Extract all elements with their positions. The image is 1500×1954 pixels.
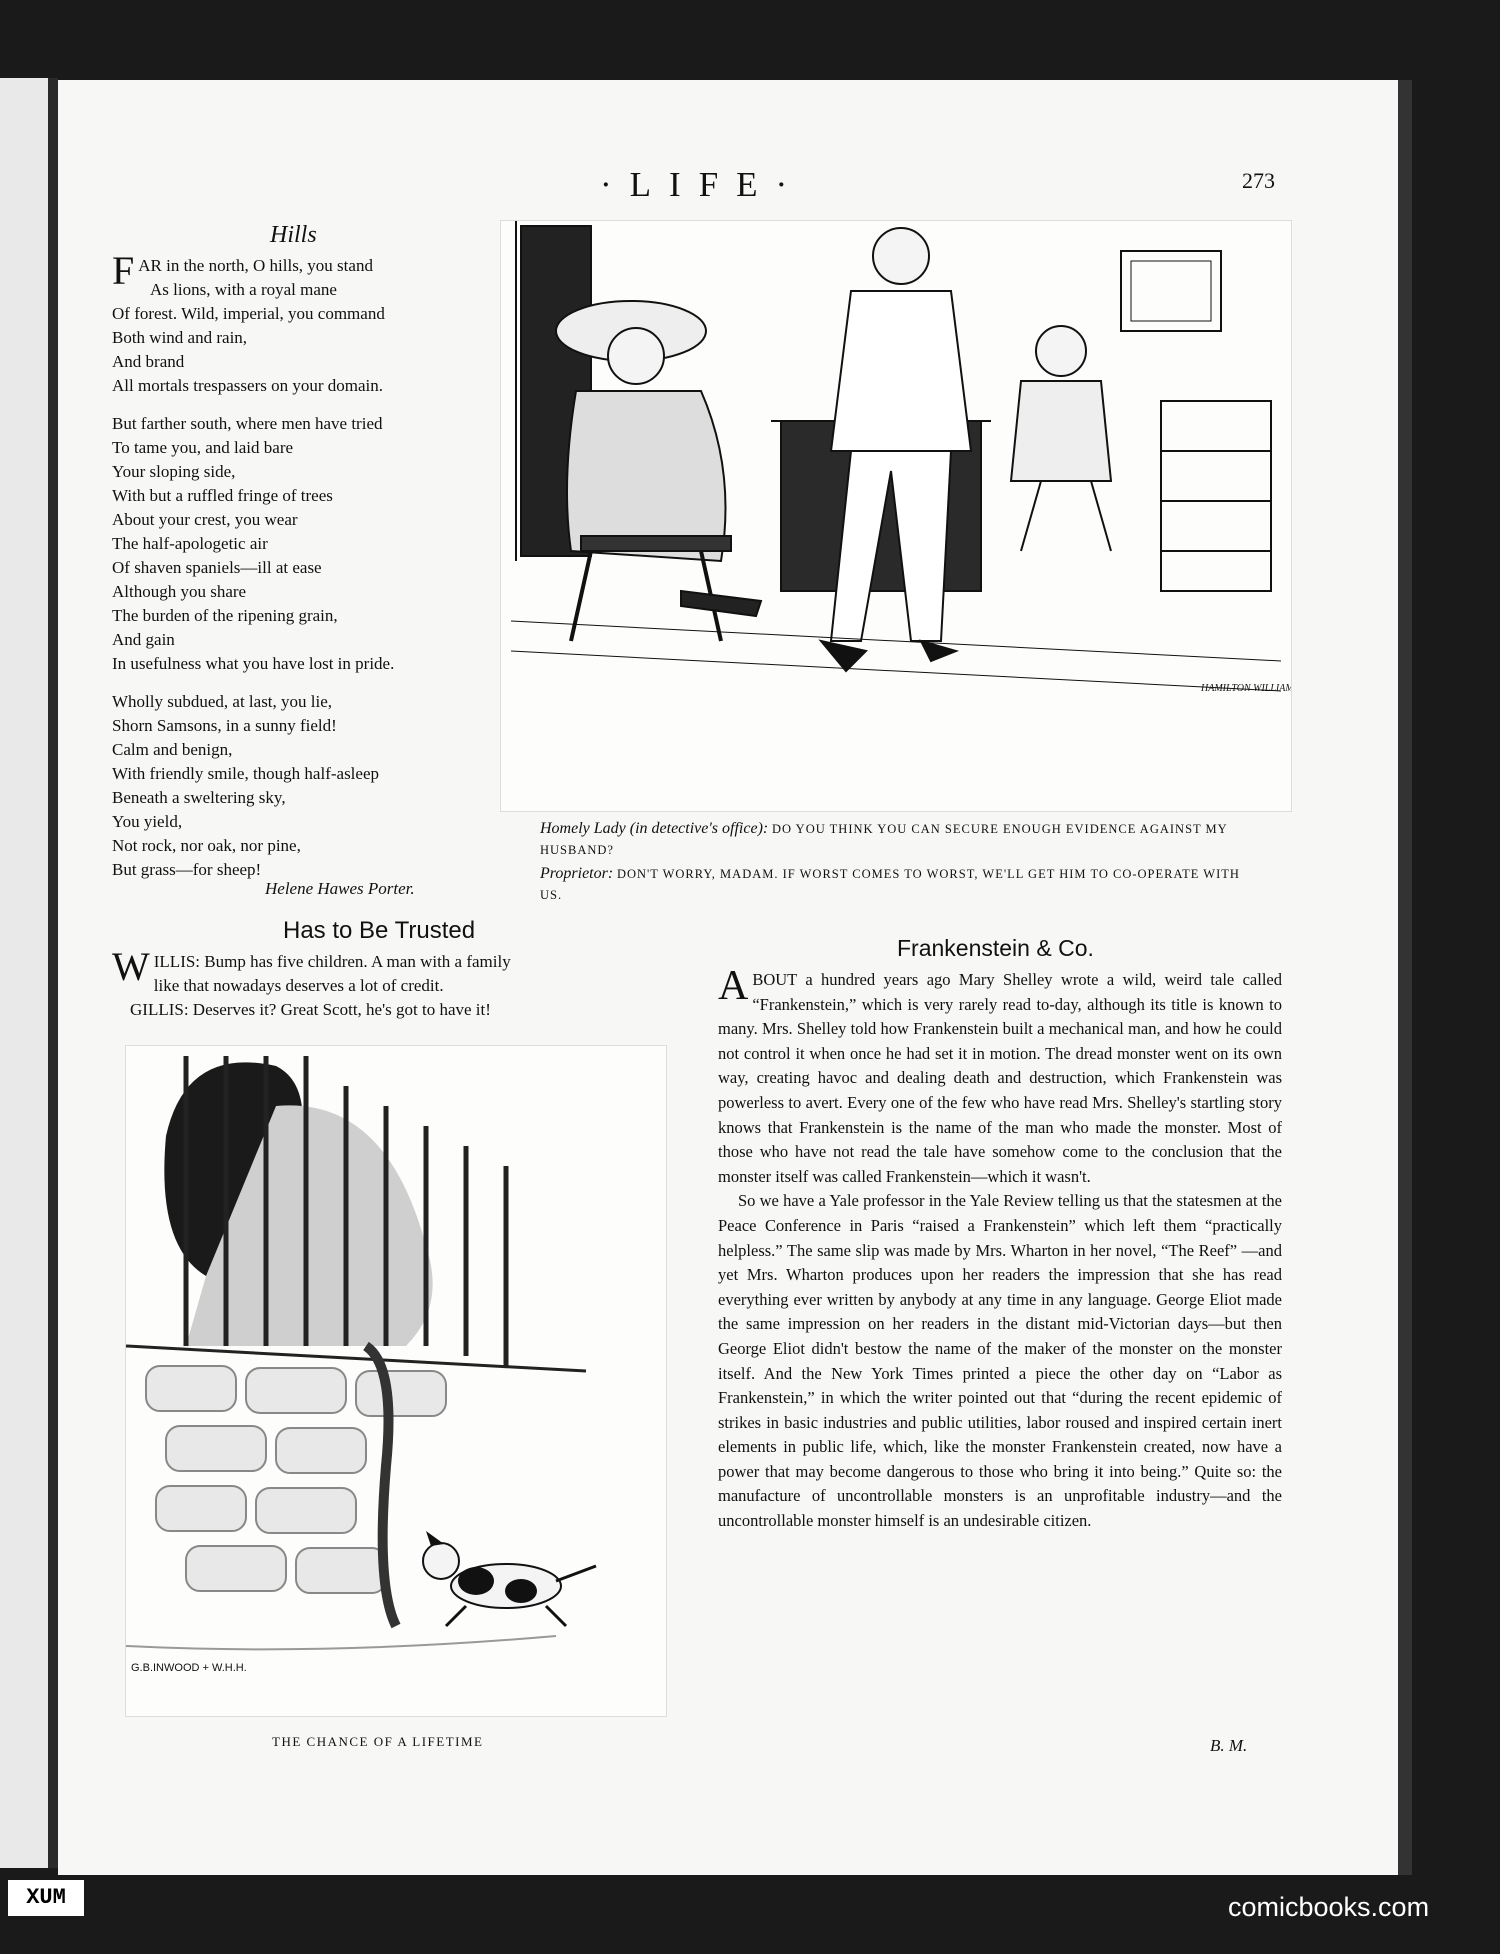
poem-stanza [112,412,492,676]
trusted-line: like that nowadays deserves a lot of credit. [153,976,444,995]
trusted-title: Has to Be Trusted [283,917,476,944]
poem-line: With but a ruffled fringe of trees [112,486,333,505]
masthead-title: ·LIFE· [600,165,806,204]
cartoon2-signature: G.B.INWOOD + W.H.H. [131,1662,247,1674]
caption-line-1: DO YOU THINK YOU CAN SECURE ENOUGH EVIDENCE AGAINST MY HUSBAND? [540,822,1228,857]
poem-line: Not rock, nor oak, nor pine, [112,836,301,855]
poem-line: As lions, with a royal mane [150,280,337,299]
site-watermark: comicbooks.com [1228,1892,1430,1922]
speaker-proprietor: Proprietor: [540,865,614,882]
page-gutter [48,78,58,1868]
detective-office-illustration [501,221,1291,811]
poem-line: With friendly smile, though half-asleep [112,764,379,783]
poem-line: In usefulness what you have lost in pride. [112,654,395,673]
detective-office-cartoon [500,220,1292,812]
speaker-homely-lady: Homely Lady (in detective's office): [540,820,769,837]
poem-line: Wholly subdued, at last, you lie, [112,692,333,711]
frankenstein-title: Frankenstein & Co. [897,935,1094,961]
cartoon1-caption [540,818,1260,906]
page-shadow [1398,80,1412,1875]
trusted-dropcap: W [112,944,150,989]
poem-stanza [112,248,492,398]
cartoon1-signature: HAMILTON WILLIAMS [1201,683,1291,694]
frankenstein-dropcap: A [718,963,749,1009]
poem-line: About your crest, you wear [112,510,298,529]
cartoon2-caption: THE CHANCE OF A LIFETIME [272,1734,484,1749]
poem-line: And gain [112,630,175,649]
article-signature: B. M. [1210,1736,1248,1755]
lion-cage-illustration [126,1046,666,1716]
poem-line: But farther south, where men have tried [112,414,383,433]
caption-line-2: DON'T WORRY, MADAM. IF WORST COMES TO WORST, WE'LL GET HIM TO CO-OPERATE WITH US. [540,867,1240,902]
poem-body [112,248,492,896]
poem-line: Beneath a sweltering sky, [112,788,286,807]
poem-dropcap: F [112,248,135,293]
poem-line: To tame you, and laid bare [112,438,294,457]
scan-stamp: XUM [8,1880,84,1916]
poem-title: Hills [270,222,317,248]
poem-line: But grass—for sheep! [112,860,262,879]
poem-line: Your sloping side, [112,462,236,481]
poem-line: Of shaven spaniels—ill at ease [112,558,322,577]
poem-stanza [112,690,492,882]
poem-line: The burden of the ripening grain, [112,606,338,625]
frankenstein-para-1: BOUT a hundred years ago Mary Shelley wrote a wild, weird tale called “Frankenstein,” which is very rarely read to-day, although its title is known to many. Mrs. Shelley told how Frankenstein built a mechanical man, and how he could not control it when once he had set it in motion. The dread monster went on its own way, creating havoc and dealing death and destruction, which Frankenstein was powerless to avert. Every one of the few who have read Mrs. Shelley's startling story knows that Frankenstein is the name of the man who made the monster. Most of those who have not read the tale have somehow come to the conclusion that the monster itself was called Frankenstein—which it wasn't. [718,970,1282,1186]
lion-cage-cartoon [125,1045,667,1717]
trusted-speaker-gillis: GILLIS: [130,1000,189,1019]
poem-line: And brand [112,352,185,371]
page-number: 273 [1242,168,1275,193]
poem-line: Of forest. Wild, imperial, you command [112,304,385,323]
trusted-body [112,944,682,1022]
poem-author: Helene Hawes Porter. [265,879,415,898]
frankenstein-article [718,963,1282,1534]
facing-page-edge [0,78,55,1868]
trusted-speaker-willis: ILLIS: [153,952,201,971]
poem-line: The half-apologetic air [112,534,268,553]
poem-line: AR in the north, O hills, you stand [138,256,373,275]
poem-line: Both wind and rain, [112,328,248,347]
trusted-line: Deserves it? Great Scott, he's got to have it! [188,1000,491,1019]
poem-line: Shorn Samsons, in a sunny field! [112,716,337,735]
poem-line: Calm and benign, [112,740,233,759]
trusted-line: Bump has five children. A man with a family [200,952,511,971]
frankenstein-para-2: So we have a Yale professor in the Yale Review telling us that the statesmen at the Peace Conference in Paris “raised a Frankenstein” which left them “practically helpless.” The same slip was made by Mrs. Wharton in her novel, “The Reef” —and yet Mrs. Wharton produces upon her readers the impression that she has read everything ever written by anybody at any time in any language. George Eliot made the same impression on her readers in the distant mid-Victorian days—but then George Eliot didn't bestow the name of the maker of the monster on the monster itself. And the New York Times printed a piece the other day on “Labor as Frankenstein,” in which the writer pointed out that “during the recent epidemic of strikes in basic industries and public utilities, labor roused and inspired certain inert elements in public life, which, like the monster Frankenstein created, now have a power that may become dangerous to those who bring it into being.” Quite so: the manufacture of uncontrollable monsters is an unprofitable industry—and the uncontrollable monster himself is an undesirable citizen. [718,1191,1282,1531]
poem-line: Although you share [112,582,247,601]
poem-line: All mortals trespassers on your domain. [112,376,384,395]
poem-line: You yield, [112,812,183,831]
